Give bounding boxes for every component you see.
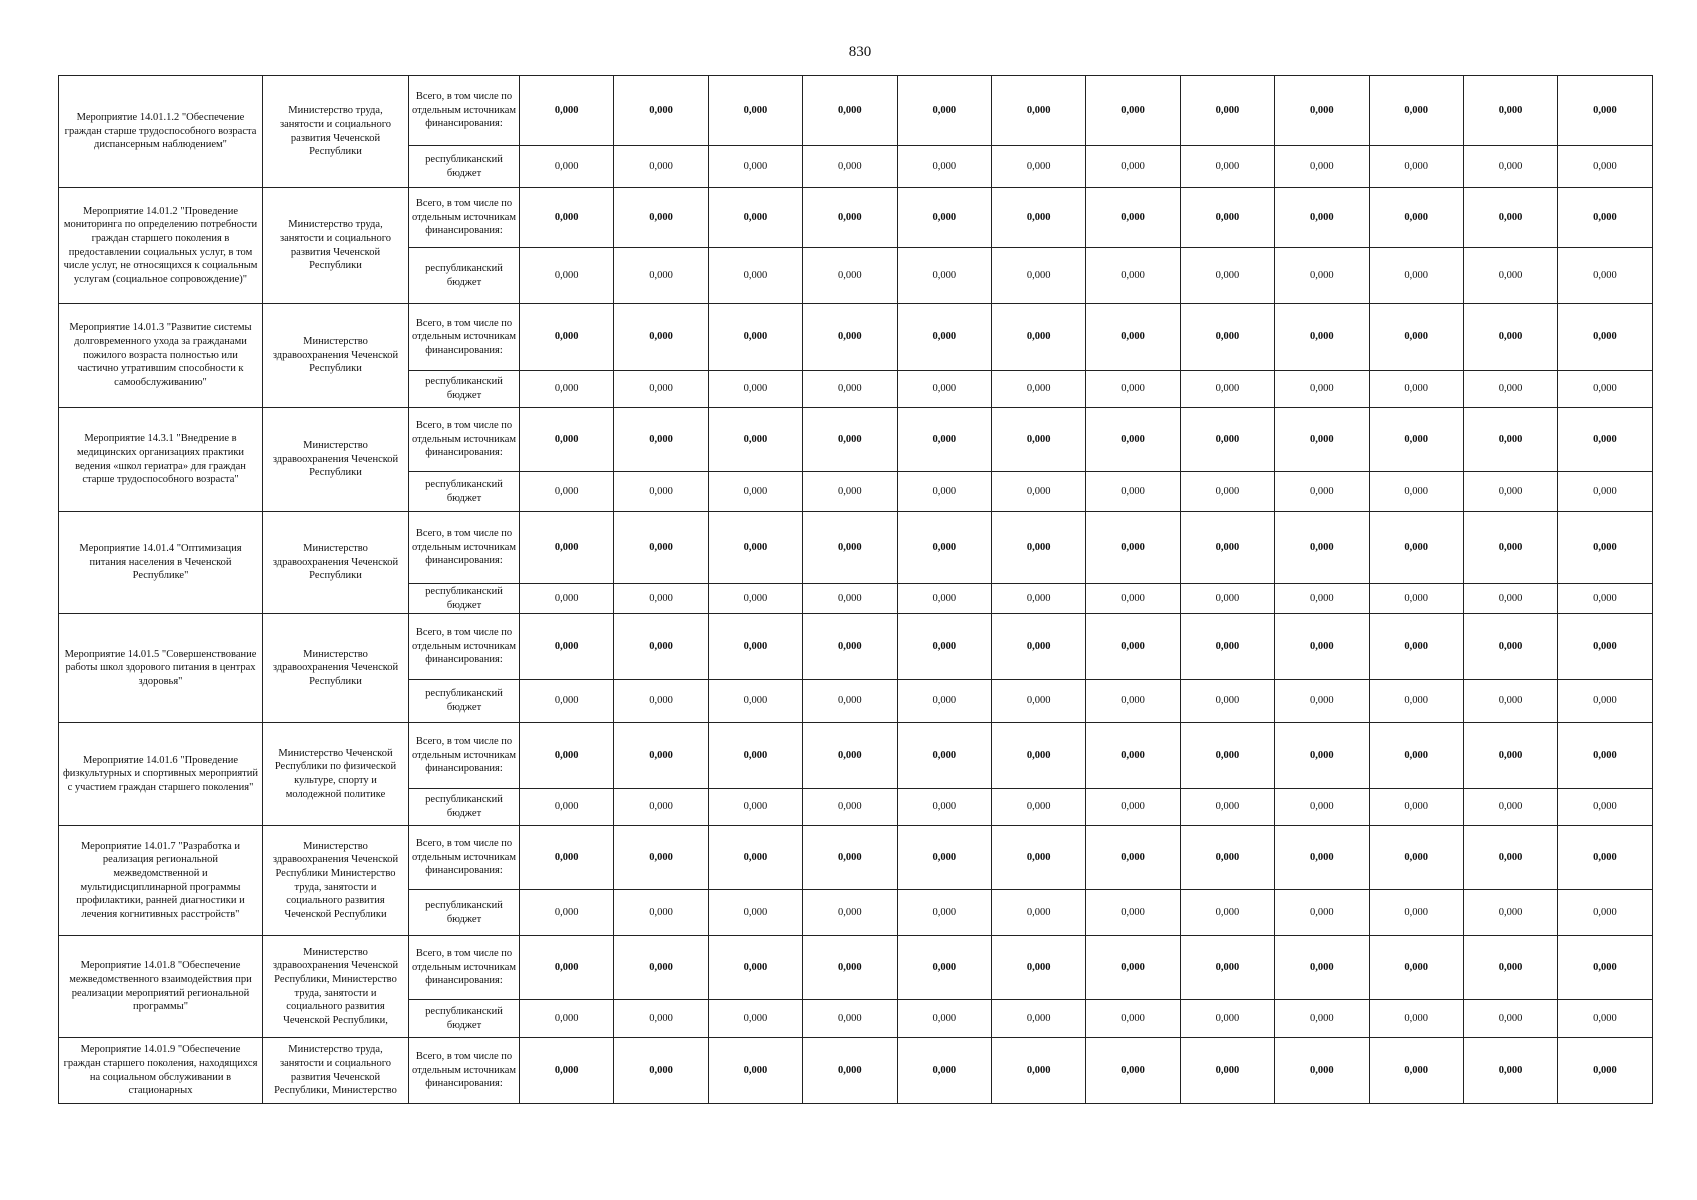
budget-value-cell: 0,000 [1275, 680, 1369, 723]
total-value-cell: 0,000 [520, 76, 614, 146]
table-row [59, 512, 1653, 584]
total-value-cell: 0,000 [1558, 76, 1652, 146]
responsible-organization: Министерство здравоохранения Чеченской Республики, Министерство труда, занятости и социального развития Чеченской Республики, [263, 936, 409, 1038]
budget-value-cell: 0,000 [1558, 789, 1652, 826]
activity-name: Мероприятие 14.01.3 "Развитие системы долговременного ухода за гражданами пожилого возраста полностью или частично утратившим способности к самообслуживанию" [59, 304, 263, 408]
total-value-cell: 0,000 [614, 512, 708, 584]
total-value-cell: 0,000 [1369, 936, 1463, 1000]
table-row [59, 936, 1653, 1000]
budget-value-cell: 0,000 [991, 472, 1085, 512]
total-value-cell: 0,000 [1086, 614, 1180, 680]
budget-value-cell: 0,000 [1180, 584, 1274, 614]
total-value-cell: 0,000 [803, 408, 897, 472]
budget-value-cell: 0,000 [897, 584, 991, 614]
total-value-cell: 0,000 [1463, 936, 1557, 1000]
budget-value-cell: 0,000 [991, 789, 1085, 826]
funding-source-total: Всего, в том числе по отдельным источникам финансирования: [409, 408, 520, 472]
funding-source-budget: республиканский бюджет [409, 472, 520, 512]
table-row [59, 614, 1653, 680]
activity-name: Мероприятие 14.01.1.2 "Обеспечение граждан старше трудоспособного возраста диспансерным наблюдением" [59, 76, 263, 188]
total-value-cell: 0,000 [520, 936, 614, 1000]
budget-value-cell: 0,000 [614, 789, 708, 826]
total-value-cell: 0,000 [803, 76, 897, 146]
total-value-cell: 0,000 [614, 408, 708, 472]
total-value-cell: 0,000 [991, 512, 1085, 584]
total-value-cell: 0,000 [1086, 723, 1180, 789]
responsible-organization: Министерство труда, занятости и социального развития Чеченской Республики, Министерство [263, 1038, 409, 1104]
total-value-cell: 0,000 [897, 408, 991, 472]
total-value-cell: 0,000 [803, 304, 897, 371]
total-value-cell: 0,000 [1275, 188, 1369, 248]
budget-value-cell: 0,000 [1180, 789, 1274, 826]
total-value-cell: 0,000 [897, 723, 991, 789]
budget-value-cell: 0,000 [708, 1000, 802, 1038]
total-value-cell: 0,000 [1369, 76, 1463, 146]
total-value-cell: 0,000 [1463, 512, 1557, 584]
total-value-cell: 0,000 [708, 614, 802, 680]
budget-value-cell: 0,000 [1463, 789, 1557, 826]
total-value-cell: 0,000 [1275, 826, 1369, 890]
total-value-cell: 0,000 [1463, 1038, 1557, 1104]
activity-name: Мероприятие 14.01.5 "Совершенствование работы школ здорового питания в центрах здоровья" [59, 614, 263, 723]
budget-value-cell: 0,000 [803, 248, 897, 304]
total-value-cell: 0,000 [1180, 936, 1274, 1000]
total-value-cell: 0,000 [803, 512, 897, 584]
total-value-cell: 0,000 [991, 304, 1085, 371]
total-value-cell: 0,000 [1180, 408, 1274, 472]
total-value-cell: 0,000 [991, 826, 1085, 890]
funding-source-total: Всего, в том числе по отдельным источникам финансирования: [409, 188, 520, 248]
total-value-cell: 0,000 [1558, 1038, 1652, 1104]
funding-source-total: Всего, в том числе по отдельным источникам финансирования: [409, 614, 520, 680]
total-value-cell: 0,000 [991, 936, 1085, 1000]
page-number: 830 [848, 44, 872, 60]
total-value-cell: 0,000 [1180, 76, 1274, 146]
budget-value-cell: 0,000 [803, 371, 897, 408]
budget-value-cell: 0,000 [708, 371, 802, 408]
budget-value-cell: 0,000 [1180, 890, 1274, 936]
total-value-cell: 0,000 [1369, 723, 1463, 789]
budget-value-cell: 0,000 [520, 680, 614, 723]
activity-name: Мероприятие 14.01.2 "Проведение мониторинга по определению потребности граждан старшего поколения в предоставлении социальных услуг, в том числе услуг, не относящихся к социальным услугам (социальное сопровождение)" [59, 188, 263, 304]
total-value-cell: 0,000 [708, 76, 802, 146]
budget-value-cell: 0,000 [1180, 680, 1274, 723]
budget-value-cell: 0,000 [708, 146, 802, 188]
funding-source-budget: республиканский бюджет [409, 371, 520, 408]
activity-name: Мероприятие 14.01.8 "Обеспечение межведомственного взаимодействия при реализации мероприятий региональной программы" [59, 936, 263, 1038]
activity-name: Мероприятие 14.3.1 "Внедрение в медицинских организациях практики ведения «школ гериатра» для граждан старше трудоспособного возраста" [59, 408, 263, 512]
total-value-cell: 0,000 [1275, 936, 1369, 1000]
funding-source-budget: республиканский бюджет [409, 1000, 520, 1038]
total-value-cell: 0,000 [897, 76, 991, 146]
budget-value-cell: 0,000 [1369, 680, 1463, 723]
budget-value-cell: 0,000 [1086, 890, 1180, 936]
total-value-cell: 0,000 [1558, 304, 1652, 371]
total-value-cell: 0,000 [897, 826, 991, 890]
total-value-cell: 0,000 [897, 614, 991, 680]
budget-value-cell: 0,000 [1558, 680, 1652, 723]
activity-name: Мероприятие 14.01.7 "Разработка и реализация региональной межведомственной и мультидисциплинарной программы профилактики, ранней диагностики и лечения когнитивных расстройств" [59, 826, 263, 936]
total-value-cell: 0,000 [991, 723, 1085, 789]
total-value-cell: 0,000 [1086, 408, 1180, 472]
total-value-cell: 0,000 [1180, 723, 1274, 789]
budget-value-cell: 0,000 [614, 146, 708, 188]
budget-value-cell: 0,000 [1086, 472, 1180, 512]
total-value-cell: 0,000 [897, 188, 991, 248]
budget-value-cell: 0,000 [803, 890, 897, 936]
total-value-cell: 0,000 [897, 1038, 991, 1104]
budget-value-cell: 0,000 [708, 789, 802, 826]
budget-value-cell: 0,000 [1275, 248, 1369, 304]
total-value-cell: 0,000 [1558, 512, 1652, 584]
budget-value-cell: 0,000 [1180, 1000, 1274, 1038]
total-value-cell: 0,000 [1463, 188, 1557, 248]
budget-value-cell: 0,000 [803, 472, 897, 512]
total-value-cell: 0,000 [1463, 304, 1557, 371]
budget-value-cell: 0,000 [1369, 371, 1463, 408]
total-value-cell: 0,000 [897, 512, 991, 584]
budget-value-cell: 0,000 [1275, 146, 1369, 188]
total-value-cell: 0,000 [1275, 614, 1369, 680]
budget-value-cell: 0,000 [1558, 1000, 1652, 1038]
total-value-cell: 0,000 [1369, 826, 1463, 890]
total-value-cell: 0,000 [1086, 826, 1180, 890]
budget-value-cell: 0,000 [708, 890, 802, 936]
budget-value-cell: 0,000 [1275, 789, 1369, 826]
total-value-cell: 0,000 [1180, 614, 1274, 680]
activity-name: Мероприятие 14.01.9 "Обеспечение граждан старшего поколения, находящихся на социальном обслуживании в стационарных [59, 1038, 263, 1104]
total-value-cell: 0,000 [1180, 826, 1274, 890]
total-value-cell: 0,000 [708, 512, 802, 584]
budget-value-cell: 0,000 [803, 1000, 897, 1038]
budget-value-cell: 0,000 [1086, 789, 1180, 826]
budget-value-cell: 0,000 [803, 680, 897, 723]
budget-value-cell: 0,000 [708, 584, 802, 614]
total-value-cell: 0,000 [1275, 512, 1369, 584]
budget-value-cell: 0,000 [1463, 584, 1557, 614]
budget-value-cell: 0,000 [1558, 146, 1652, 188]
total-value-cell: 0,000 [614, 76, 708, 146]
total-value-cell: 0,000 [1086, 304, 1180, 371]
total-value-cell: 0,000 [1463, 826, 1557, 890]
budget-value-cell: 0,000 [1463, 371, 1557, 408]
total-value-cell: 0,000 [520, 512, 614, 584]
total-value-cell: 0,000 [1180, 304, 1274, 371]
funding-source-budget: республиканский бюджет [409, 146, 520, 188]
total-value-cell: 0,000 [803, 826, 897, 890]
budget-value-cell: 0,000 [1369, 890, 1463, 936]
total-value-cell: 0,000 [1369, 614, 1463, 680]
total-value-cell: 0,000 [1369, 1038, 1463, 1104]
budget-value-cell: 0,000 [803, 146, 897, 188]
total-value-cell: 0,000 [708, 826, 802, 890]
total-value-cell: 0,000 [1180, 188, 1274, 248]
total-value-cell: 0,000 [520, 1038, 614, 1104]
total-value-cell: 0,000 [1463, 76, 1557, 146]
budget-value-cell: 0,000 [1180, 371, 1274, 408]
budget-value-cell: 0,000 [1086, 1000, 1180, 1038]
total-value-cell: 0,000 [1558, 188, 1652, 248]
budget-value-cell: 0,000 [1086, 248, 1180, 304]
table-row [59, 408, 1653, 472]
total-value-cell: 0,000 [614, 304, 708, 371]
total-value-cell: 0,000 [1369, 304, 1463, 371]
budget-value-cell: 0,000 [1369, 789, 1463, 826]
total-value-cell: 0,000 [520, 188, 614, 248]
total-value-cell: 0,000 [991, 614, 1085, 680]
budget-value-cell: 0,000 [614, 472, 708, 512]
total-value-cell: 0,000 [803, 936, 897, 1000]
budget-value-cell: 0,000 [1369, 584, 1463, 614]
budget-value-cell: 0,000 [991, 680, 1085, 723]
funding-source-total: Всего, в том числе по отдельным источникам финансирования: [409, 826, 520, 890]
responsible-organization: Министерство здравоохранения Чеченской Республики [263, 408, 409, 512]
budget-value-cell: 0,000 [1180, 472, 1274, 512]
budget-value-cell: 0,000 [803, 584, 897, 614]
funding-source-budget: республиканский бюджет [409, 584, 520, 614]
funding-source-total: Всего, в том числе по отдельным источникам финансирования: [409, 304, 520, 371]
budget-value-cell: 0,000 [897, 789, 991, 826]
budget-value-cell: 0,000 [897, 680, 991, 723]
total-value-cell: 0,000 [1275, 408, 1369, 472]
budget-value-cell: 0,000 [1463, 680, 1557, 723]
budget-value-cell: 0,000 [614, 680, 708, 723]
budget-value-cell: 0,000 [991, 1000, 1085, 1038]
activity-name: Мероприятие 14.01.4 "Оптимизация питания населения в Чеченской Республике" [59, 512, 263, 614]
total-value-cell: 0,000 [1558, 408, 1652, 472]
budget-value-cell: 0,000 [708, 472, 802, 512]
budget-value-cell: 0,000 [1463, 1000, 1557, 1038]
budget-value-cell: 0,000 [1275, 1000, 1369, 1038]
total-value-cell: 0,000 [708, 304, 802, 371]
budget-value-cell: 0,000 [1086, 584, 1180, 614]
total-value-cell: 0,000 [614, 614, 708, 680]
budget-value-cell: 0,000 [897, 371, 991, 408]
budget-value-cell: 0,000 [1558, 890, 1652, 936]
funding-source-total: Всего, в том числе по отдельным источникам финансирования: [409, 512, 520, 584]
budget-value-cell: 0,000 [1463, 472, 1557, 512]
total-value-cell: 0,000 [708, 1038, 802, 1104]
budget-value-cell: 0,000 [614, 890, 708, 936]
responsible-organization: Министерство труда, занятости и социального развития Чеченской Республики [263, 188, 409, 304]
funding-source-budget: республиканский бюджет [409, 890, 520, 936]
funding-source-budget: республиканский бюджет [409, 680, 520, 723]
funding-source-total: Всего, в том числе по отдельным источникам финансирования: [409, 1038, 520, 1104]
responsible-organization: Министерство Чеченской Республики по физической культуре, спорту и молодежной политике [263, 723, 409, 826]
budget-value-cell: 0,000 [614, 371, 708, 408]
total-value-cell: 0,000 [520, 723, 614, 789]
total-value-cell: 0,000 [520, 408, 614, 472]
total-value-cell: 0,000 [708, 936, 802, 1000]
total-value-cell: 0,000 [1463, 408, 1557, 472]
total-value-cell: 0,000 [1369, 512, 1463, 584]
responsible-organization: Министерство труда, занятости и социального развития Чеченской Республики [263, 76, 409, 188]
total-value-cell: 0,000 [1558, 614, 1652, 680]
total-value-cell: 0,000 [1180, 1038, 1274, 1104]
total-value-cell: 0,000 [1463, 723, 1557, 789]
budget-value-cell: 0,000 [897, 146, 991, 188]
budget-value-cell: 0,000 [614, 248, 708, 304]
responsible-organization: Министерство здравоохранения Чеченской Республики [263, 304, 409, 408]
budget-value-cell: 0,000 [520, 890, 614, 936]
budget-value-cell: 0,000 [1558, 472, 1652, 512]
budget-value-cell: 0,000 [1275, 472, 1369, 512]
budget-value-cell: 0,000 [897, 890, 991, 936]
total-value-cell: 0,000 [1086, 512, 1180, 584]
budget-value-cell: 0,000 [520, 1000, 614, 1038]
total-value-cell: 0,000 [803, 1038, 897, 1104]
responsible-organization: Министерство здравоохранения Чеченской Республики Министерство труда, занятости и социального развития Чеченской Республики [263, 826, 409, 936]
budget-value-cell: 0,000 [1086, 680, 1180, 723]
funding-source-total: Всего, в том числе по отдельным источникам финансирования: [409, 76, 520, 146]
budget-value-cell: 0,000 [1463, 146, 1557, 188]
budget-value-cell: 0,000 [1558, 248, 1652, 304]
budget-value-cell: 0,000 [897, 472, 991, 512]
table-row [59, 1038, 1653, 1104]
total-value-cell: 0,000 [520, 614, 614, 680]
budget-value-cell: 0,000 [1463, 890, 1557, 936]
table-row [59, 76, 1653, 146]
budget-value-cell: 0,000 [520, 371, 614, 408]
table-row [59, 304, 1653, 371]
table-row [59, 723, 1653, 789]
budget-value-cell: 0,000 [708, 248, 802, 304]
total-value-cell: 0,000 [708, 723, 802, 789]
budget-value-cell: 0,000 [991, 584, 1085, 614]
table-row [59, 826, 1653, 890]
total-value-cell: 0,000 [1275, 1038, 1369, 1104]
total-value-cell: 0,000 [991, 76, 1085, 146]
budget-value-cell: 0,000 [1086, 371, 1180, 408]
budget-value-cell: 0,000 [991, 248, 1085, 304]
funding-source-budget: республиканский бюджет [409, 248, 520, 304]
activity-name: Мероприятие 14.01.6 "Проведение физкультурных и спортивных мероприятий с участием граждан старшего поколения" [59, 723, 263, 826]
budget-value-cell: 0,000 [991, 371, 1085, 408]
total-value-cell: 0,000 [803, 188, 897, 248]
budget-value-cell: 0,000 [1558, 584, 1652, 614]
total-value-cell: 0,000 [614, 826, 708, 890]
total-value-cell: 0,000 [1275, 723, 1369, 789]
funding-source-total: Всего, в том числе по отдельным источникам финансирования: [409, 723, 520, 789]
total-value-cell: 0,000 [991, 408, 1085, 472]
budget-value-cell: 0,000 [708, 680, 802, 723]
funding-source-budget: республиканский бюджет [409, 789, 520, 826]
budget-value-cell: 0,000 [991, 890, 1085, 936]
total-value-cell: 0,000 [1558, 826, 1652, 890]
total-value-cell: 0,000 [614, 936, 708, 1000]
budget-value-cell: 0,000 [1180, 248, 1274, 304]
funding-source-total: Всего, в том числе по отдельным источникам финансирования: [409, 936, 520, 1000]
total-value-cell: 0,000 [991, 188, 1085, 248]
budget-value-cell: 0,000 [1275, 584, 1369, 614]
total-value-cell: 0,000 [1086, 76, 1180, 146]
budget-value-cell: 0,000 [520, 146, 614, 188]
total-value-cell: 0,000 [1086, 936, 1180, 1000]
budget-value-cell: 0,000 [520, 472, 614, 512]
total-value-cell: 0,000 [897, 304, 991, 371]
total-value-cell: 0,000 [1086, 188, 1180, 248]
total-value-cell: 0,000 [991, 1038, 1085, 1104]
total-value-cell: 0,000 [1558, 936, 1652, 1000]
budget-value-cell: 0,000 [991, 146, 1085, 188]
budget-value-cell: 0,000 [614, 584, 708, 614]
budget-value-cell: 0,000 [1558, 371, 1652, 408]
total-value-cell: 0,000 [614, 723, 708, 789]
total-value-cell: 0,000 [520, 304, 614, 371]
budget-value-cell: 0,000 [520, 248, 614, 304]
responsible-organization: Министерство здравоохранения Чеченской Республики [263, 512, 409, 614]
total-value-cell: 0,000 [1558, 723, 1652, 789]
total-value-cell: 0,000 [1180, 512, 1274, 584]
total-value-cell: 0,000 [1369, 408, 1463, 472]
total-value-cell: 0,000 [1275, 304, 1369, 371]
budget-value-cell: 0,000 [1463, 248, 1557, 304]
budget-value-cell: 0,000 [1369, 146, 1463, 188]
funding-table [58, 75, 1653, 1104]
total-value-cell: 0,000 [897, 936, 991, 1000]
total-value-cell: 0,000 [803, 723, 897, 789]
budget-value-cell: 0,000 [520, 584, 614, 614]
budget-value-cell: 0,000 [614, 1000, 708, 1038]
budget-value-cell: 0,000 [897, 248, 991, 304]
budget-value-cell: 0,000 [803, 789, 897, 826]
total-value-cell: 0,000 [1463, 614, 1557, 680]
total-value-cell: 0,000 [708, 188, 802, 248]
budget-value-cell: 0,000 [1275, 890, 1369, 936]
responsible-organization: Министерство здравоохранения Чеченской Республики [263, 614, 409, 723]
total-value-cell: 0,000 [708, 408, 802, 472]
budget-value-cell: 0,000 [897, 1000, 991, 1038]
budget-value-cell: 0,000 [1369, 1000, 1463, 1038]
budget-value-cell: 0,000 [1086, 146, 1180, 188]
budget-value-cell: 0,000 [1369, 472, 1463, 512]
total-value-cell: 0,000 [1086, 1038, 1180, 1104]
total-value-cell: 0,000 [1275, 76, 1369, 146]
budget-value-cell: 0,000 [1369, 248, 1463, 304]
total-value-cell: 0,000 [520, 826, 614, 890]
total-value-cell: 0,000 [803, 614, 897, 680]
total-value-cell: 0,000 [614, 188, 708, 248]
budget-value-cell: 0,000 [1180, 146, 1274, 188]
budget-value-cell: 0,000 [520, 789, 614, 826]
table-row [59, 188, 1653, 248]
total-value-cell: 0,000 [614, 1038, 708, 1104]
total-value-cell: 0,000 [1369, 188, 1463, 248]
budget-value-cell: 0,000 [1275, 371, 1369, 408]
